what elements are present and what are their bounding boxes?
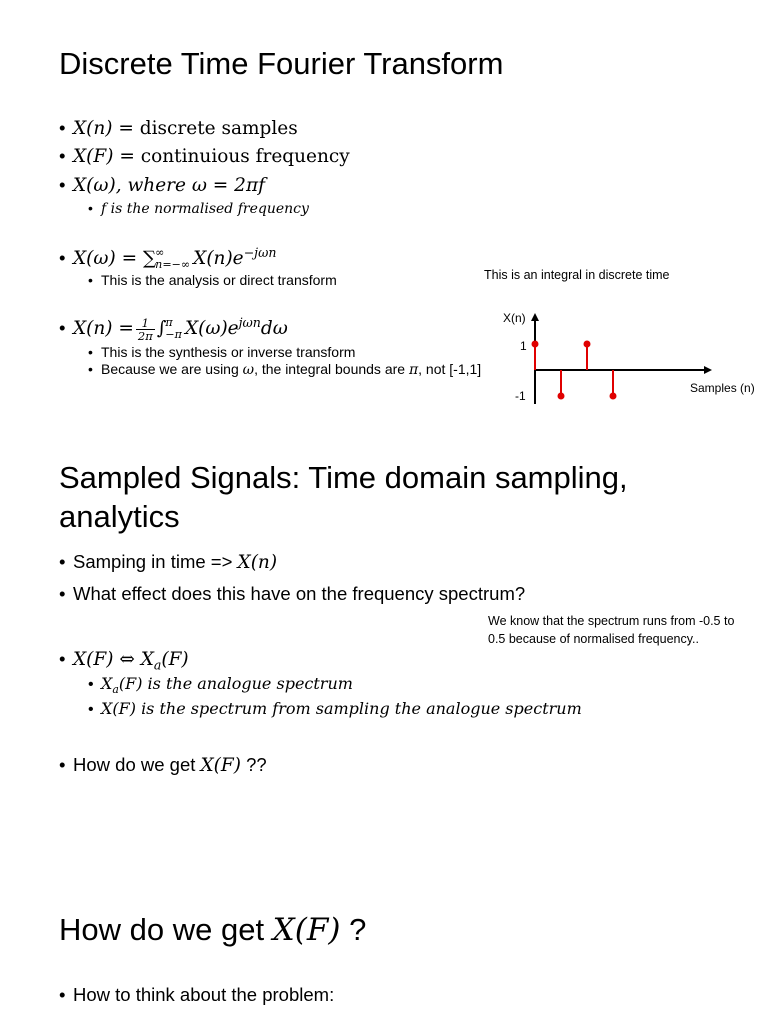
y-axis-label: X(n) — [503, 311, 526, 325]
bullet-analysis-formula: • X(ω) = ∑ ∞ n=−∞ $X(n)e^{-j\omega n}$ — [59, 244, 277, 272]
sub-bullet-sampled-spectrum: • X(F) is the spectrum from sampling the analogue spectrum — [88, 699, 582, 718]
y-tick-label-pos: 1 — [520, 339, 527, 353]
bullet-frequency-effect: • What effect does this have on the frequency spectrum? — [59, 583, 526, 604]
bullet-synthesis-formula: • X(n) = $\frac{1}{2\pi}$ ∫ π −π $X(\omega)e^{j\omega n}d\omega$ — [59, 314, 288, 343]
slide-title: Sampled Signals: Time domain sampling, — [59, 460, 628, 495]
bullet-think-about-problem: • How to think about the problem: — [59, 984, 335, 1005]
sub-bullet-synthesis-transform: • This is the synthesis or inverse transform — [88, 344, 356, 360]
slide-title-line-2: analytics — [59, 499, 180, 534]
slide-title: Discrete Time Fourier Transform — [59, 46, 504, 81]
sub-bullet-integral-bounds: • Because we are using ω, the integral bounds are π, not [-1,1] — [88, 361, 482, 378]
bullet-sampling-in-time: • Samping in time => X(n) — [59, 551, 278, 573]
x-axis-label: Samples (n) — [690, 381, 755, 395]
bullet-how-get-xf: • How do we get X(F) ?? — [59, 754, 267, 776]
bullet-xf-definition: • X(F) = continuious frequency — [59, 145, 350, 167]
sub-bullet-analysis-transform: • This is the analysis or direct transform — [88, 272, 337, 288]
bullet-xomega-definition: • X(ω), where ω = 2πf — [59, 174, 265, 196]
annotation-integral-note: This is an integral in discrete time — [484, 268, 670, 282]
sub-bullet-analogue-spectrum: • $X_a(F)$ is the analogue spectrum — [88, 674, 353, 697]
bullet-xf-xa-relation: • X(F) ⇔ $X_a(F)$ — [59, 648, 189, 673]
slide-title: How do we get X(F) ? — [59, 912, 367, 948]
y-tick-label-neg: -1 — [515, 389, 526, 403]
bullet-xn-definition: • X(n) = discrete samples — [59, 117, 298, 139]
sub-bullet-normalised-frequency: • f is the normalised frequency — [88, 200, 309, 217]
annotation-spectrum-note: We know that the spectrum runs from -0.5 to 0.5 because of normalised frequency.. — [488, 614, 735, 646]
